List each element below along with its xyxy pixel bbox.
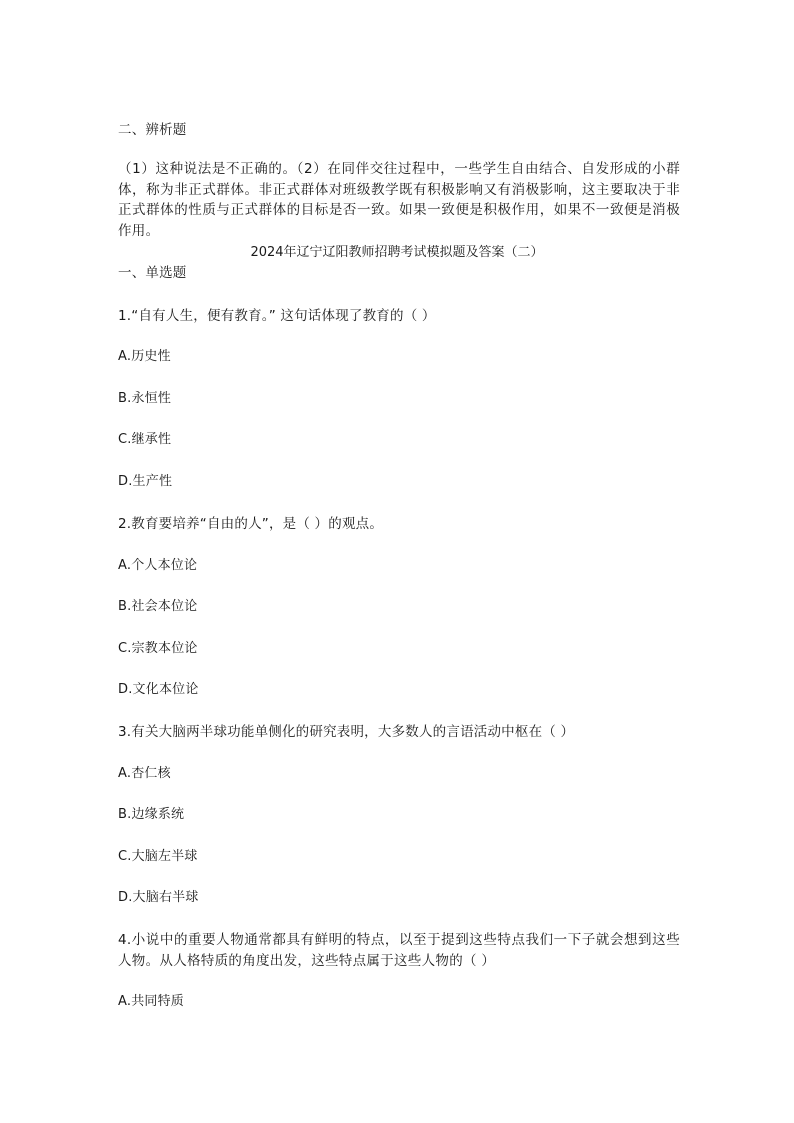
question-3-stem: 3.有关大脑两半球功能单侧化的研究表明，大多数人的言语活动中枢在（ ） xyxy=(118,724,575,740)
question-1-option-a: A.历史性 xyxy=(118,349,171,364)
document-title: 2024年辽宁辽阳教师招聘考试模拟题及答案（二） xyxy=(250,245,544,260)
section-heading-single-choice: 一、单选题 xyxy=(118,265,187,281)
question-3-option-a: A.杏仁核 xyxy=(118,766,171,781)
question-3-option-d: D.大脑右半球 xyxy=(118,890,199,905)
question-2-option-a: A.个人本位论 xyxy=(118,558,198,573)
question-2-option-d: D.文化本位论 xyxy=(118,682,199,697)
question-1-stem: 1.“自有人生，便有教育。” 这句话体现了教育的（ ） xyxy=(118,308,436,324)
analysis-answer-paragraph: （1）这种说法是不正确的。（2）在同伴交往过程中，一些学生自由结合、自发形成的小群体，称为非正式群体。非正式群体对班级教学既有积极影响又有消极影响，这主要取决于非正式群体的性质与正式群体的目标是否一致。如果一致便是积极作用，如果不一致便是消极作用。 xyxy=(118,161,680,239)
question-4-stem: 4.小说中的重要人物通常都具有鲜明的特点，以至于提到这些特点我们一下子就会想到这些人物。从人格特质的角度出发，这些特点属于这些人物的（ ） xyxy=(118,932,680,969)
question-4-option-a: A.共同特质 xyxy=(118,994,184,1009)
question-1-option-b: B.永恒性 xyxy=(118,391,172,406)
question-3-option-c: C.大脑左半球 xyxy=(118,849,198,864)
question-1-option-d: D.生产性 xyxy=(118,474,173,489)
question-1-option-c: C.继承性 xyxy=(118,432,172,447)
question-2-stem: 2.教育要培养“自由的人”，是（ ）的观点。 xyxy=(118,516,384,532)
question-3-option-b: B.边缘系统 xyxy=(118,807,185,822)
question-2-option-c: C.宗教本位论 xyxy=(118,641,198,656)
question-2-option-b: B.社会本位论 xyxy=(118,599,198,614)
section-heading-analysis: 二、辨析题 xyxy=(118,122,187,138)
